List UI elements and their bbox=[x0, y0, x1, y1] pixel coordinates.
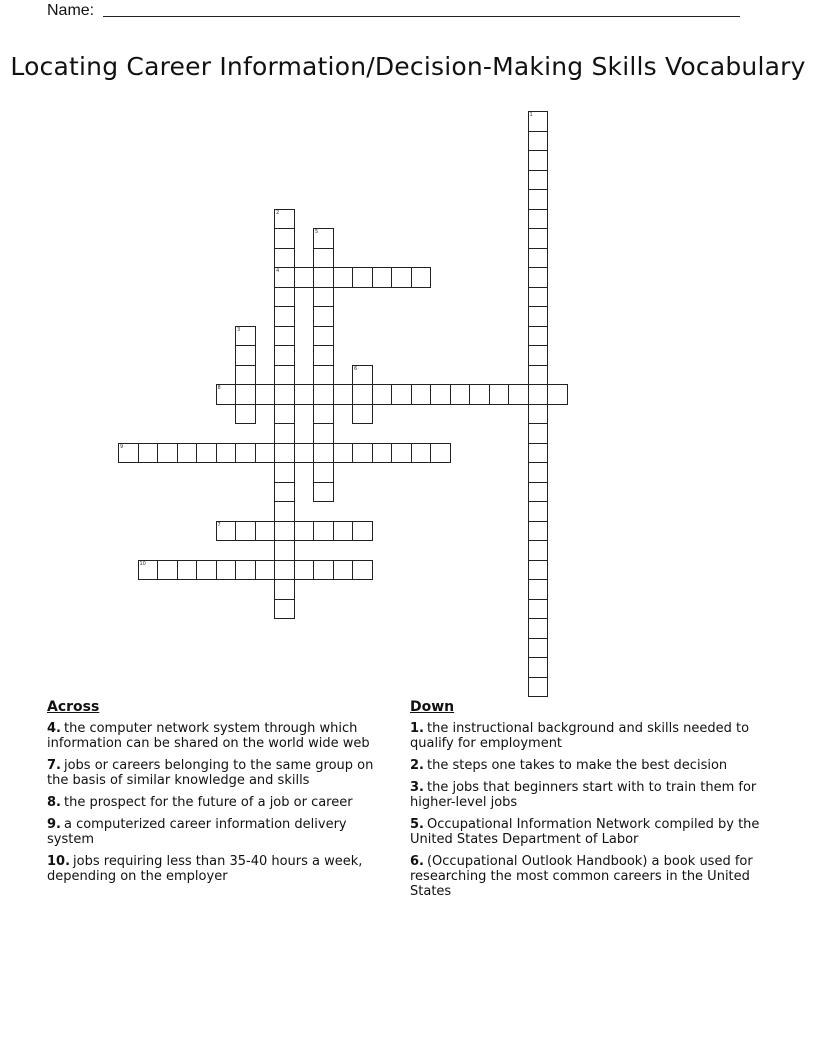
crossword-cell[interactable] bbox=[528, 170, 549, 191]
crossword-cell[interactable] bbox=[528, 657, 549, 678]
crossword-cell[interactable] bbox=[177, 443, 198, 464]
crossword-cell[interactable] bbox=[216, 384, 237, 405]
crossword-cell[interactable] bbox=[313, 248, 334, 269]
crossword-cell[interactable] bbox=[274, 248, 295, 269]
crossword-cell[interactable] bbox=[274, 443, 295, 464]
across-clue bbox=[47, 721, 392, 751]
crossword-cell[interactable] bbox=[274, 345, 295, 366]
crossword-cell[interactable] bbox=[352, 267, 373, 288]
crossword-cell[interactable] bbox=[547, 384, 568, 405]
crossword-cell[interactable] bbox=[372, 267, 393, 288]
crossword-cell[interactable] bbox=[138, 443, 159, 464]
clue-text: the prospect for the future of a job or career bbox=[63, 795, 353, 810]
crossword-cell[interactable] bbox=[274, 423, 295, 444]
crossword-cell[interactable] bbox=[235, 345, 256, 366]
crossword-cell[interactable] bbox=[235, 521, 256, 542]
crossword-cell[interactable] bbox=[528, 560, 549, 581]
across-clues bbox=[47, 700, 392, 891]
across-clue bbox=[47, 854, 392, 884]
clue-text: Occupational Information Network compiled by the United States Department of Labor bbox=[410, 817, 760, 847]
crossword-cell[interactable] bbox=[528, 326, 549, 347]
crossword-cell[interactable] bbox=[430, 443, 451, 464]
cell-number: 7 bbox=[217, 521, 221, 528]
crossword-cell[interactable] bbox=[313, 287, 334, 308]
clue-number: 1. bbox=[410, 721, 424, 736]
crossword-cell[interactable] bbox=[528, 209, 549, 230]
crossword-cell[interactable] bbox=[313, 384, 334, 405]
crossword-cell[interactable] bbox=[274, 560, 295, 581]
crossword-cell[interactable] bbox=[235, 404, 256, 425]
crossword-cell[interactable] bbox=[313, 560, 334, 581]
crossword-cell[interactable] bbox=[216, 560, 237, 581]
crossword-cell[interactable] bbox=[528, 365, 549, 386]
crossword-cell[interactable] bbox=[528, 482, 549, 503]
crossword-cell[interactable] bbox=[294, 384, 315, 405]
crossword-cell[interactable] bbox=[528, 131, 549, 152]
crossword-cell[interactable] bbox=[411, 267, 432, 288]
crossword-cell[interactable] bbox=[274, 501, 295, 522]
clue-number: 5. bbox=[410, 817, 424, 832]
crossword-cell[interactable] bbox=[528, 228, 549, 249]
clue-number: 3. bbox=[410, 780, 424, 795]
down-clue bbox=[410, 780, 765, 810]
crossword-cell[interactable] bbox=[196, 443, 217, 464]
clue-text: a computerized career information delivery system bbox=[47, 817, 347, 847]
clue-number: 8. bbox=[47, 795, 61, 810]
crossword-cell[interactable] bbox=[528, 287, 549, 308]
cell-number: 9 bbox=[120, 443, 124, 450]
crossword-cell[interactable] bbox=[528, 618, 549, 639]
clue-text: the steps one takes to make the best decision bbox=[426, 758, 728, 773]
clue-number: 2. bbox=[410, 758, 424, 773]
crossword-cell[interactable] bbox=[118, 443, 139, 464]
crossword-cell[interactable] bbox=[528, 404, 549, 425]
crossword-cell[interactable] bbox=[352, 384, 373, 405]
crossword-cell[interactable] bbox=[255, 521, 276, 542]
crossword-cell[interactable] bbox=[528, 248, 549, 269]
crossword-cell[interactable] bbox=[391, 443, 412, 464]
crossword-cell[interactable] bbox=[274, 384, 295, 405]
crossword-cell[interactable] bbox=[294, 560, 315, 581]
crossword-cell[interactable] bbox=[528, 267, 549, 288]
crossword-cell[interactable] bbox=[469, 384, 490, 405]
crossword-cell[interactable] bbox=[255, 560, 276, 581]
crossword-cell[interactable] bbox=[508, 384, 529, 405]
clue-number: 7. bbox=[47, 758, 61, 773]
crossword-cell[interactable] bbox=[411, 384, 432, 405]
crossword-cell[interactable] bbox=[528, 599, 549, 620]
clue-text: jobs or careers belonging to the same group on the basis of similar knowledge and skills bbox=[47, 758, 374, 788]
clue-text: the computer network system through which information can be shared on the world wide web bbox=[47, 721, 370, 751]
crossword-cell[interactable] bbox=[313, 267, 334, 288]
crossword-cell[interactable] bbox=[274, 326, 295, 347]
crossword-cell[interactable] bbox=[372, 443, 393, 464]
crossword-cell[interactable] bbox=[333, 560, 354, 581]
crossword-cell[interactable] bbox=[274, 404, 295, 425]
crossword-cell[interactable] bbox=[528, 150, 549, 171]
cell-number: 6 bbox=[354, 365, 358, 372]
crossword-cell[interactable] bbox=[430, 384, 451, 405]
cell-number: 4 bbox=[276, 268, 280, 274]
crossword-cell[interactable] bbox=[528, 540, 549, 561]
crossword-cell[interactable] bbox=[274, 462, 295, 483]
crossword-cell[interactable] bbox=[528, 638, 549, 659]
page-title: Locating Career Information/Decision-Making Skills Vocabulary bbox=[10, 52, 806, 81]
crossword-cell[interactable] bbox=[528, 521, 549, 542]
crossword-cell[interactable] bbox=[352, 365, 373, 386]
down-clues bbox=[410, 700, 765, 906]
crossword-cell[interactable] bbox=[313, 326, 334, 347]
crossword-cell[interactable] bbox=[235, 384, 256, 405]
clue-number: 10. bbox=[47, 854, 71, 869]
crossword-cell[interactable] bbox=[411, 443, 432, 464]
crossword-cell[interactable] bbox=[313, 345, 334, 366]
crossword-cell[interactable] bbox=[235, 365, 256, 386]
crossword-cell[interactable] bbox=[274, 287, 295, 308]
crossword-cell[interactable] bbox=[216, 521, 237, 542]
crossword-cell[interactable] bbox=[333, 267, 354, 288]
crossword-cell[interactable] bbox=[274, 228, 295, 249]
crossword-cell[interactable] bbox=[528, 579, 549, 600]
crossword-cell[interactable] bbox=[313, 521, 334, 542]
clue-text: the jobs that beginners start with to train them for higher-level jobs bbox=[410, 780, 757, 810]
crossword-cell[interactable] bbox=[528, 345, 549, 366]
crossword-cell[interactable] bbox=[274, 521, 295, 542]
cell-number: 2 bbox=[276, 209, 280, 216]
crossword-cell[interactable] bbox=[313, 365, 334, 386]
crossword-cell[interactable] bbox=[157, 443, 178, 464]
crossword-cell[interactable] bbox=[294, 521, 315, 542]
crossword-cell[interactable] bbox=[352, 521, 373, 542]
crossword-cell[interactable] bbox=[450, 384, 471, 405]
down-clue bbox=[410, 758, 765, 773]
crossword-cell[interactable] bbox=[528, 443, 549, 464]
cell-number: 8 bbox=[217, 385, 221, 391]
crossword-cell[interactable] bbox=[528, 462, 549, 483]
crossword-cell[interactable] bbox=[528, 306, 549, 327]
crossword-cell[interactable] bbox=[235, 326, 256, 347]
crossword-cell[interactable] bbox=[274, 540, 295, 561]
across-clue bbox=[47, 758, 392, 788]
crossword-cell[interactable] bbox=[274, 209, 295, 230]
crossword-cell[interactable] bbox=[313, 443, 334, 464]
crossword-cell[interactable] bbox=[391, 267, 412, 288]
crossword-cell[interactable] bbox=[216, 443, 237, 464]
crossword-cell[interactable] bbox=[333, 384, 354, 405]
across-clue bbox=[47, 795, 392, 810]
cell-number: 3 bbox=[237, 326, 241, 333]
crossword-cell[interactable] bbox=[255, 443, 276, 464]
crossword-cell[interactable] bbox=[313, 462, 334, 483]
cell-number: 10 bbox=[139, 560, 146, 567]
name-label: Name: bbox=[47, 2, 95, 19]
cell-number: 1 bbox=[529, 112, 533, 118]
crossword-cell[interactable] bbox=[333, 521, 354, 542]
clue-text: (Occupational Outlook Handbook) a book used for researching the most common careers in the United States bbox=[410, 854, 753, 899]
crossword-cell[interactable] bbox=[528, 384, 549, 405]
down-clue bbox=[410, 854, 765, 899]
crossword-cell[interactable] bbox=[313, 306, 334, 327]
crossword-cell[interactable] bbox=[313, 423, 334, 444]
clue-text: the instructional background and skills needed to qualify for employment bbox=[410, 721, 750, 751]
crossword-cell[interactable] bbox=[274, 579, 295, 600]
crossword-cell[interactable] bbox=[352, 560, 373, 581]
crossword-cell[interactable] bbox=[294, 267, 315, 288]
clue-number: 6. bbox=[410, 854, 424, 869]
crossword-cell[interactable] bbox=[313, 228, 334, 249]
crossword-cell[interactable] bbox=[528, 423, 549, 444]
clue-number: 9. bbox=[47, 817, 61, 832]
crossword-cell[interactable] bbox=[274, 482, 295, 503]
down-heading: Down bbox=[410, 699, 455, 715]
crossword-cell[interactable] bbox=[255, 384, 276, 405]
crossword-cell[interactable] bbox=[235, 560, 256, 581]
across-heading: Across bbox=[47, 699, 100, 715]
down-clue bbox=[410, 721, 765, 751]
crossword-cell[interactable] bbox=[274, 306, 295, 327]
across-clue bbox=[47, 817, 392, 847]
crossword-cell[interactable] bbox=[313, 404, 334, 425]
crossword-cell[interactable] bbox=[196, 560, 217, 581]
crossword-cell[interactable] bbox=[352, 443, 373, 464]
crossword-cell[interactable] bbox=[274, 365, 295, 386]
crossword-cell[interactable] bbox=[235, 443, 256, 464]
crossword-cell[interactable] bbox=[157, 560, 178, 581]
crossword-cell[interactable] bbox=[274, 599, 295, 620]
down-clue bbox=[410, 817, 765, 847]
crossword-cell[interactable] bbox=[528, 501, 549, 522]
crossword-cell[interactable] bbox=[352, 404, 373, 425]
cell-number: 5 bbox=[315, 229, 319, 235]
crossword-cell[interactable] bbox=[138, 560, 159, 581]
clue-number: 4. bbox=[47, 721, 61, 736]
crossword-cell[interactable] bbox=[177, 560, 198, 581]
crossword-cell[interactable] bbox=[372, 384, 393, 405]
crossword-cell[interactable] bbox=[528, 677, 549, 698]
crossword-cell[interactable] bbox=[528, 111, 549, 132]
clue-text: jobs requiring less than 35-40 hours a week, depending on the employer bbox=[47, 854, 363, 884]
crossword-cell[interactable] bbox=[313, 482, 334, 503]
crossword-cell[interactable] bbox=[274, 267, 295, 288]
crossword-cell[interactable] bbox=[294, 443, 315, 464]
crossword-cell[interactable] bbox=[333, 443, 354, 464]
crossword-cell[interactable] bbox=[391, 384, 412, 405]
crossword-cell[interactable] bbox=[489, 384, 510, 405]
crossword-cell[interactable] bbox=[528, 189, 549, 210]
